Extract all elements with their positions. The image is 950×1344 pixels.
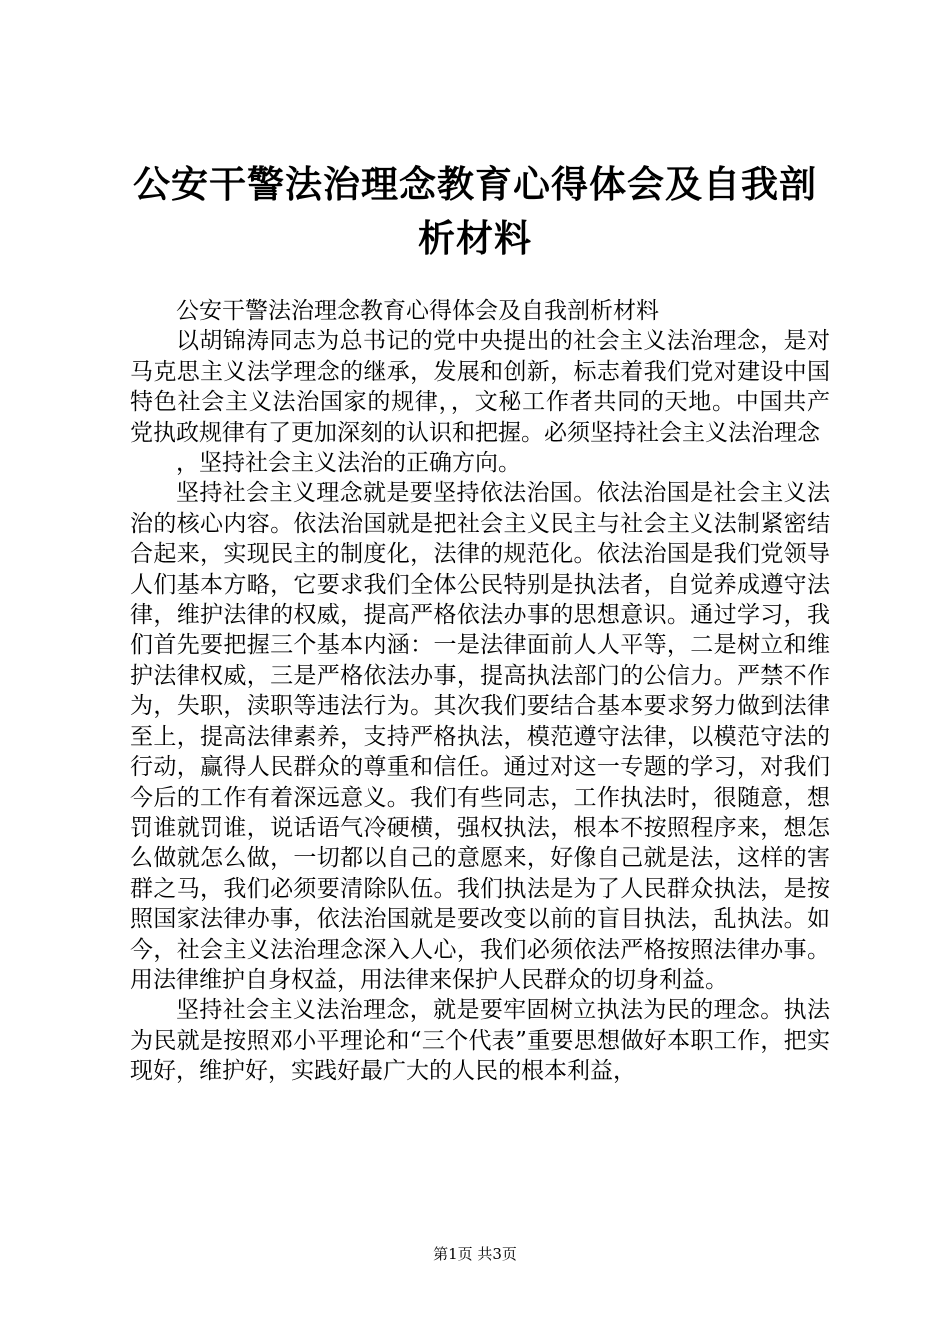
document-body xyxy=(130,296,830,1087)
page-footer: 第1页 共3页 xyxy=(433,1245,517,1263)
paragraph: 坚持社会主义法治理念，就是要牢固树立执法为民的理念。执法为民就是按照邓小平理论和“三个代表”重要思想做好本职工作，把实现好，维护好，实践好最广大的人民的根本利益， xyxy=(130,997,830,1085)
paragraph: 坚持社会主义理念就是要坚持依法治国。依法治国是社会主义法治的核心内容。依法治国就是把社会主义民主与社会主义法制紧密结合起来，实现民主的制度化，法律的规范化。依法治国是我们党领导人们基本方略，它要求我们全体公民特别是执法者，自觉养成遵守法律，维护法律的权威，提高严格依法办事的思想意识。通过学习，我们首先要把握三个基本内涵：一是法律面前人人平等，二是树立和维护法律权威，三是严格依法办事，提高执法部门的公信力。严禁不作为，失职，渎职等违法行为。其次我们要结合基本要求努力做到法律至上，提高法律素养，支持严格执法，模范遵守法律，以模范守法的行动，赢得人民群众的尊重和信任。通过对这一专题的学习，对我们今后的工作有着深远意义。我们有些同志，工作执法时，很随意，想罚谁就罚谁，说话语气冷硬横，强权执法，根本不按照程序来，想怎么做就怎么做，一切都以自己的意愿来，好像自己就是法，这样的害群之马，我们必须要清除队伍。我们执法是为了人民群众执法，是按照国家法律办事，依法治国就是要改变以前的盲目执法，乱执法。如今，社会主义法治理念深入人心，我们必须依法严格按照法律办事。用法律维护自身权益，用法律来保护人民群众的切身利益。 xyxy=(130,480,830,993)
document-title: 公安干警法治理念教育心得体会及自我剖析材料 xyxy=(133,163,817,260)
paragraph-subtitle: 公安干警法治理念教育心得体会及自我剖析材料 xyxy=(176,298,659,324)
paragraph: ，坚持社会主义法治的正确方向。 xyxy=(176,450,521,477)
paragraph: 以胡锦涛同志为总书记的党中央提出的社会主义法治理念，是对马克思主义法学理念的继承，发展和创新，标志着我们党对建设中国特色社会主义法治国家的规律，，文秘工作者共同的天地。中国共产党执政规律有了更加深刻的认识和把握。必须坚持社会主义法治理念 xyxy=(130,328,830,446)
